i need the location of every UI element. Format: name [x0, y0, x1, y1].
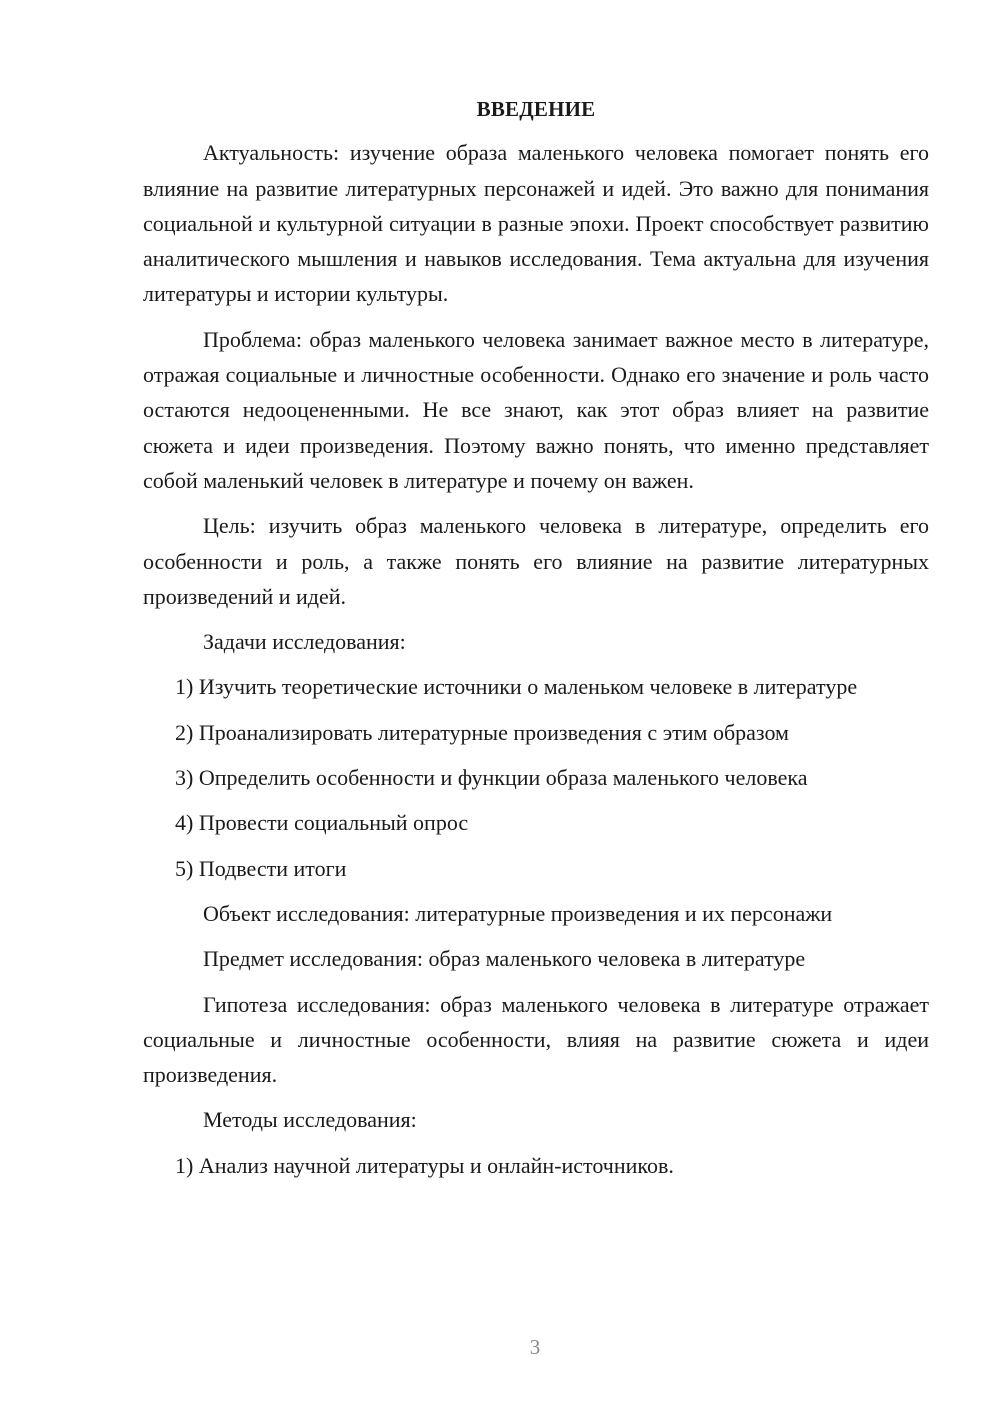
method-item: 1) Анализ научной литературы и онлайн-источников.: [175, 1152, 674, 1178]
methods-heading: Методы исследования:: [203, 1107, 417, 1133]
task-item: 3) Определить особенности и функции образа маленького человека: [175, 765, 808, 791]
document-page: [143, 92, 929, 1183]
research-object: Объект исследования: литературные произведения и их персонажи: [203, 900, 833, 926]
paragraph-goal: Цель: изучить образ маленького человека в литературе, определить его особенности и роль, а также понять его влияние на развитие литературных произведений и идей.: [143, 513, 929, 609]
task-item: 4) Провести социальный опрос: [175, 810, 469, 836]
paragraph-problem: Проблема: образ маленького человека занимает важное место в литературе, отражая социальные и личностные особенности. Однако его значение и роль часто остаются недооцененными. Не все знают, как этот образ влияет на развитие сюжета и идеи произведения. Поэтому важно понять, что именно представляет собой маленький человек в литературе и почему он важен.: [143, 326, 929, 493]
task-item: 1) Изучить теоретические источники о маленьком человеке в литературе: [175, 674, 858, 700]
task-item: 5) Подвести итоги: [175, 855, 347, 881]
research-subject: Предмет исследования: образ маленького человека в литературе: [203, 946, 806, 972]
tasks-heading: Задачи исследования:: [203, 629, 406, 655]
page-number: 3: [529, 1335, 541, 1359]
task-item: 2) Проанализировать литературные произведения с этим образом: [175, 719, 789, 745]
research-hypothesis: Гипотеза исследования: образ маленького человека в литературе отражает социальные и личностные особенности, влияя на развитие сюжета и идеи произведения.: [143, 991, 929, 1088]
paragraph-relevance: Актуальность: изучение образа маленького человека помогает понять его влияние на развитие литературных персонажей и идей. Это важно для понимания социальной и культурной ситуации в разные эпохи. Проект способствует развитию аналитического мышления и навыков исследования. Тема актуальна для изучения литературы и истории культуры.: [143, 140, 929, 307]
section-title: ВВЕДЕНИЕ: [476, 97, 596, 121]
